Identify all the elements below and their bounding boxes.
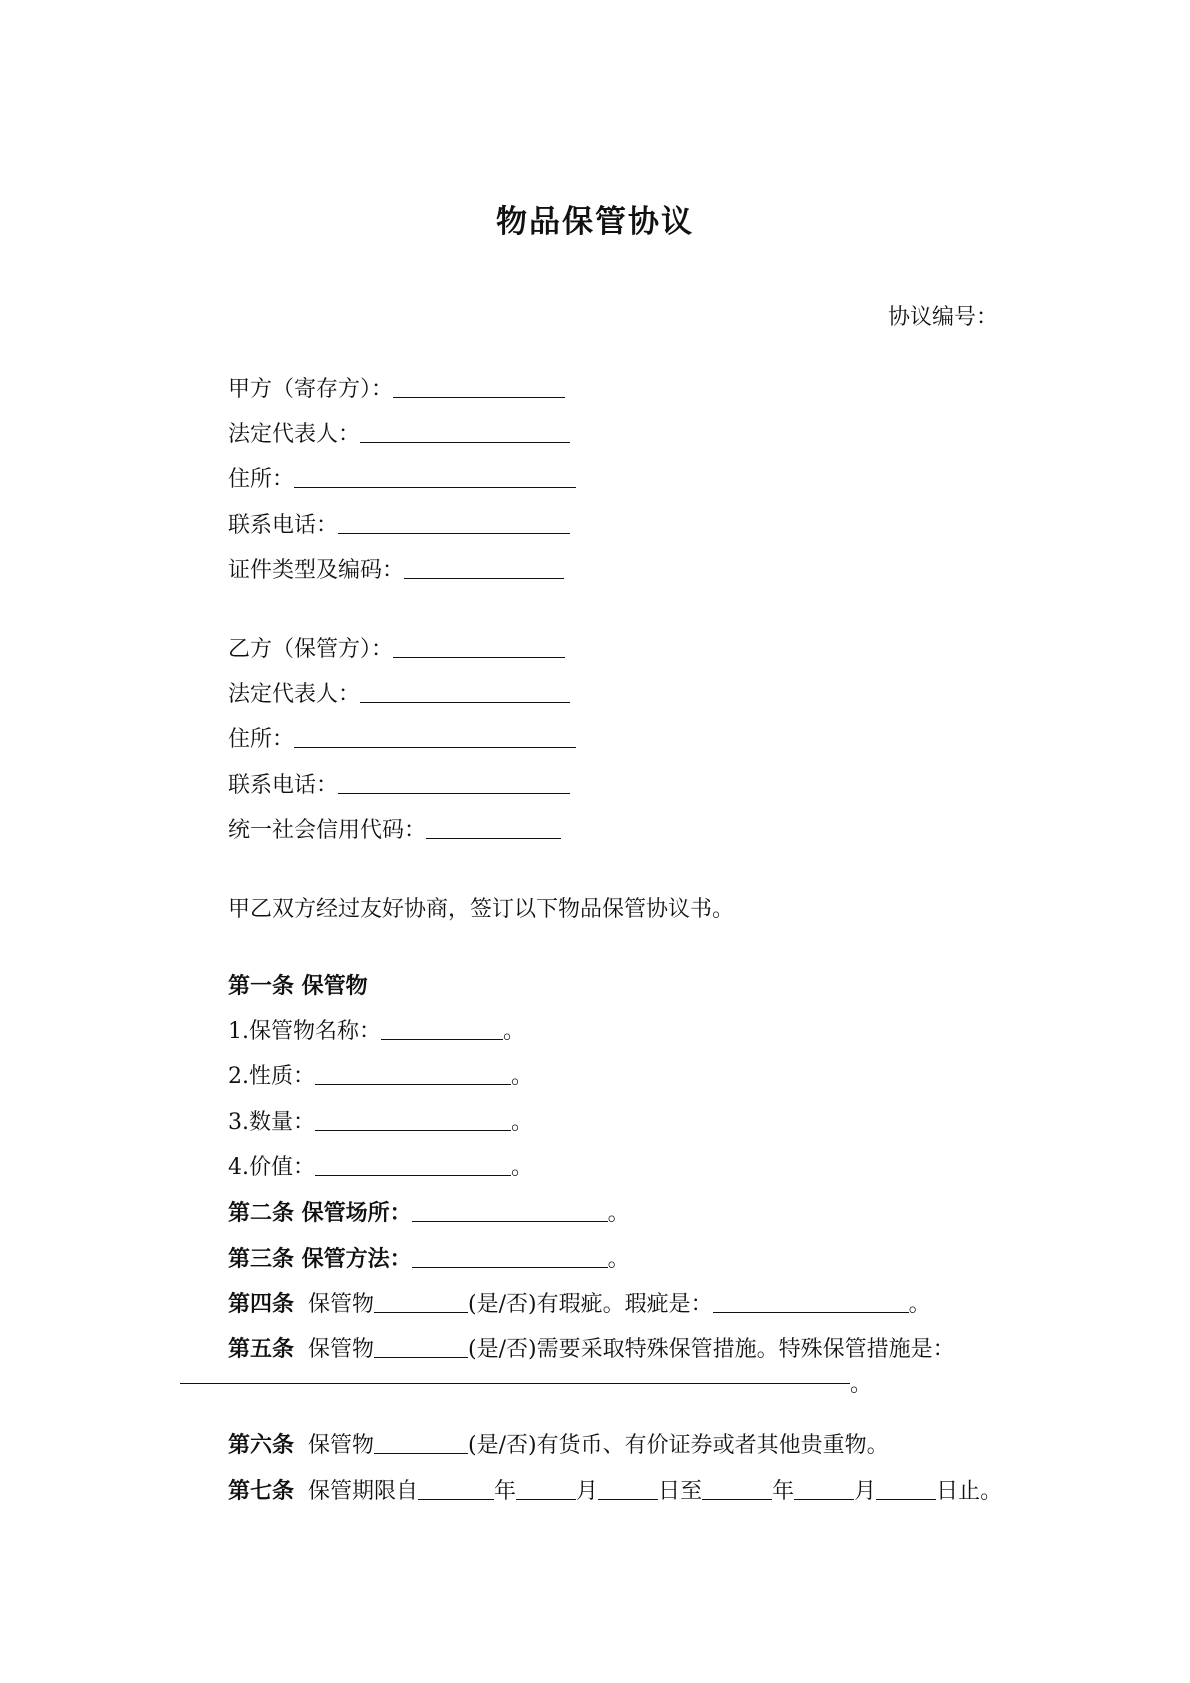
party-a-phone-row bbox=[228, 511, 570, 541]
end-month-field[interactable] bbox=[794, 1477, 854, 1500]
special-measures-yes-no-field[interactable] bbox=[374, 1335, 468, 1358]
year-label: 年 bbox=[772, 1479, 795, 1504]
article-3-row bbox=[228, 1244, 630, 1274]
article-5-heading: 第五条 bbox=[228, 1336, 295, 1362]
party-a-legal-rep-label: 法定代表人： bbox=[228, 422, 361, 447]
period: 。 bbox=[908, 1292, 931, 1317]
article-5-row bbox=[228, 1334, 955, 1364]
article-6-text-a: 保管物 bbox=[308, 1433, 375, 1458]
party-b-address-row bbox=[228, 725, 576, 755]
period: 。 bbox=[607, 1247, 630, 1272]
intro-text: 甲乙双方经过友好协商，签订以下物品保管协议书。 bbox=[228, 897, 735, 922]
item-quantity-field[interactable] bbox=[315, 1108, 511, 1131]
party-a-name-field[interactable] bbox=[393, 375, 565, 398]
article-3-heading: 第三条 保管方法： bbox=[228, 1246, 412, 1272]
item-value-field[interactable] bbox=[315, 1153, 511, 1176]
party-a-legal-rep-row bbox=[228, 420, 570, 450]
party-b-address-label: 住所： bbox=[228, 727, 295, 752]
start-month-field[interactable] bbox=[516, 1477, 576, 1500]
period: 。 bbox=[850, 1372, 873, 1397]
item-nature-field[interactable] bbox=[315, 1062, 511, 1085]
party-a-address-row bbox=[228, 465, 576, 495]
period: 。 bbox=[511, 1155, 534, 1180]
party-b-phone-field[interactable] bbox=[338, 771, 570, 794]
special-measures-field[interactable] bbox=[180, 1383, 850, 1385]
period: 。 bbox=[503, 1019, 526, 1044]
party-b-name-field[interactable] bbox=[393, 635, 565, 658]
day-end-label: 日止。 bbox=[936, 1479, 1003, 1504]
period: 。 bbox=[511, 1064, 534, 1089]
article-7-text-a: 保管期限自 bbox=[308, 1479, 419, 1504]
start-day-field[interactable] bbox=[598, 1477, 658, 1500]
party-a-address-label: 住所： bbox=[228, 467, 295, 492]
party-b-legal-rep-label: 法定代表人： bbox=[228, 682, 361, 707]
article-7-row bbox=[228, 1476, 1002, 1506]
month-label: 月 bbox=[854, 1479, 877, 1504]
item-value-label: 4.价值： bbox=[228, 1155, 315, 1180]
article-1-heading: 第一条 保管物 bbox=[228, 973, 368, 999]
agreement-number-label: 协议编号： bbox=[888, 305, 999, 330]
article-5-text-a: 保管物 bbox=[308, 1337, 375, 1362]
party-a-name-label: 甲方（寄存方）： bbox=[228, 377, 394, 402]
end-year-field[interactable] bbox=[702, 1477, 772, 1500]
party-b-credit-code-row bbox=[228, 816, 561, 846]
article-4-text-b: (是/否)有瑕疵。瑕疵是： bbox=[468, 1292, 713, 1317]
end-day-field[interactable] bbox=[876, 1477, 936, 1500]
valuables-yes-no-field[interactable] bbox=[374, 1431, 468, 1454]
article-5-text-b: (是/否)需要采取特殊保管措施。特殊保管措施是： bbox=[468, 1337, 955, 1362]
document-title: 物品保管协议 bbox=[496, 204, 694, 240]
item-quantity-label: 3.数量： bbox=[228, 1110, 315, 1135]
party-a-id-field[interactable] bbox=[404, 556, 564, 579]
party-a-phone-field[interactable] bbox=[338, 511, 570, 534]
party-b-phone-row bbox=[228, 771, 570, 801]
party-a-phone-label: 联系电话： bbox=[228, 513, 339, 538]
item-nature-label: 2.性质： bbox=[228, 1064, 315, 1089]
article-1-item-2 bbox=[228, 1062, 533, 1092]
article-1-item-1 bbox=[228, 1017, 525, 1047]
party-b-phone-label: 联系电话： bbox=[228, 773, 339, 798]
article-2-heading: 第二条 保管场所： bbox=[228, 1200, 412, 1226]
period: 。 bbox=[511, 1110, 534, 1135]
party-a-legal-rep-field[interactable] bbox=[360, 420, 570, 443]
article-6-row bbox=[228, 1430, 889, 1460]
defect-description-field[interactable] bbox=[713, 1290, 909, 1313]
article-1-item-3 bbox=[228, 1108, 533, 1138]
article-4-row bbox=[228, 1289, 931, 1319]
article-7-heading: 第七条 bbox=[228, 1478, 295, 1504]
storage-method-field[interactable] bbox=[412, 1245, 608, 1268]
article-4-text-a: 保管物 bbox=[308, 1292, 375, 1317]
start-year-field[interactable] bbox=[418, 1477, 494, 1500]
party-b-address-field[interactable] bbox=[294, 725, 576, 748]
party-a-id-row bbox=[228, 556, 564, 586]
period: 。 bbox=[607, 1201, 630, 1226]
party-a-address-field[interactable] bbox=[294, 465, 576, 488]
party-a-name-row bbox=[228, 375, 565, 405]
article-6-heading: 第六条 bbox=[228, 1432, 295, 1458]
party-b-credit-code-label: 统一社会信用代码： bbox=[228, 818, 427, 843]
party-b-legal-rep-row bbox=[228, 680, 570, 710]
article-2-row bbox=[228, 1198, 630, 1228]
storage-location-field[interactable] bbox=[412, 1199, 608, 1222]
party-b-name-label: 乙方（保管方）： bbox=[228, 637, 394, 662]
party-a-id-label: 证件类型及编码： bbox=[228, 558, 405, 583]
year-label: 年 bbox=[494, 1479, 517, 1504]
month-label: 月 bbox=[576, 1479, 599, 1504]
defect-yes-no-field[interactable] bbox=[374, 1290, 468, 1313]
party-b-name-row bbox=[228, 635, 565, 665]
party-b-credit-code-field[interactable] bbox=[426, 816, 561, 839]
day-to-label: 日至 bbox=[658, 1479, 703, 1504]
item-name-label: 1.保管物名称： bbox=[228, 1019, 381, 1044]
party-b-legal-rep-field[interactable] bbox=[360, 680, 570, 703]
article-6-text-b: (是/否)有货币、有价证券或者其他贵重物。 bbox=[468, 1433, 889, 1458]
item-name-field[interactable] bbox=[381, 1017, 503, 1040]
article-1-item-4 bbox=[228, 1153, 533, 1183]
article-4-heading: 第四条 bbox=[228, 1291, 295, 1317]
